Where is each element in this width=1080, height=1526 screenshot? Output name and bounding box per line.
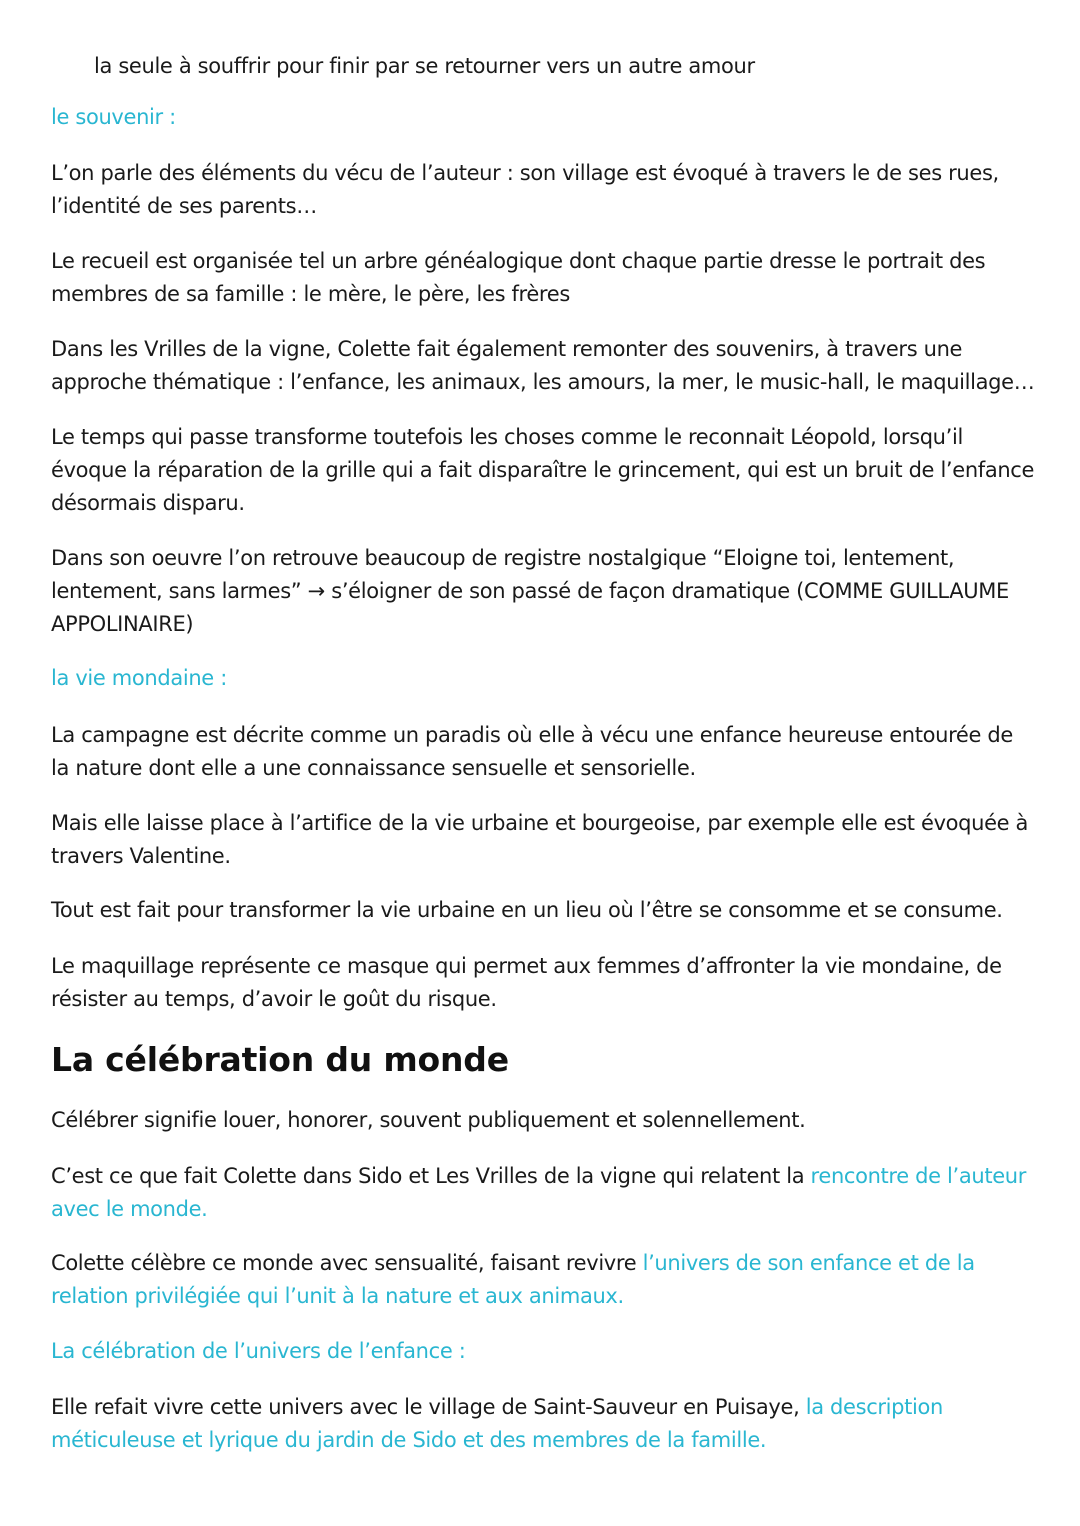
highlight-description: la description méticuleuse et lyrique du jardin de Sido et des membres de la famille. (51, 1395, 943, 1452)
section-heading-celebration: La célébration du monde (51, 1040, 509, 1079)
section-label-souvenir: le souvenir : (51, 105, 176, 129)
paragraph-vie-urbaine: Tout est fait pour transformer la vie urbaine en un lieu où l’être se consomme et se consume. (51, 898, 1003, 922)
highlight-univers: l’univers de son enfance et de la relation privilégiée qui l’unit à la nature et aux animaux. (51, 1251, 975, 1308)
paragraph-celebrer: Célébrer signifie louer, honorer, souvent publiquement et solennellement. (51, 1108, 806, 1132)
paragraph-nostalgie: Dans son oeuvre l’on retrouve beaucoup de registre nostalgique “Eloigne toi, lentement, lentement, sans larmes” → s’éloigner de son passé de façon dramatique (COMME GUILLAUME APPOLINAIRE) (51, 546, 1009, 636)
paragraph-sensualite-text: Colette célèbre ce monde avec sensualité, faisant revivre (51, 1251, 643, 1275)
paragraph-vecu: L’on parle des éléments du vécu de l’auteur : son village est évoqué à travers le de ses rues, l’identité de ses parents… (51, 161, 999, 218)
paragraph-vrilles: Dans les Vrilles de la vigne, Colette fait également remonter des souvenirs, à travers une approche thématique : l’enfance, les animaux, les amours, la mer, le music-hall, le maquillage… (51, 337, 1035, 394)
paragraph-campagne: La campagne est décrite comme un paradis où elle à vécu une enfance heureuse entourée de la nature dont elle a une connaissance sensuelle et sensorielle. (51, 723, 1013, 780)
paragraph-sensualite (51, 1247, 1036, 1313)
paragraph-rencontre (51, 1160, 1036, 1226)
paragraph-artifice: Mais elle laisse place à l’artifice de la vie urbaine et bourgeoise, par exemple elle est évoquée à travers Valentine. (51, 811, 1029, 868)
section-label-enfance: La célébration de l’univers de l’enfance : (51, 1339, 466, 1363)
paragraph-continuation: la seule à souffrir pour finir par se retourner vers un autre amour (94, 54, 755, 78)
paragraph-maquillage: Le maquillage représente ce masque qui permet aux femmes d’affronter la vie mondaine, de résister au temps, d’avoir le goût du risque. (51, 954, 1002, 1011)
highlight-rencontre: rencontre de l’auteur avec le monde. (51, 1164, 1027, 1221)
paragraph-temps: Le temps qui passe transforme toutefois les choses comme le reconnait Léopold, lorsqu’il évoque la réparation de la grille qui a fait disparaître le grincement, qui est un bruit de l’enfance désormais disparu. (51, 425, 1035, 515)
section-label-mondaine: la vie mondaine : (51, 666, 227, 690)
paragraph-village (51, 1391, 1036, 1457)
paragraph-rencontre-text: C’est ce que fait Colette dans Sido et Les Vrilles de la vigne qui relatent la (51, 1164, 811, 1188)
paragraph-recueil: Le recueil est organisée tel un arbre généalogique dont chaque partie dresse le portrait des membres de sa famille : le mère, le père, les frères (51, 249, 986, 306)
paragraph-village-text: Elle refait vivre cette univers avec le village de Saint-Sauveur en Puisaye, (51, 1395, 806, 1419)
